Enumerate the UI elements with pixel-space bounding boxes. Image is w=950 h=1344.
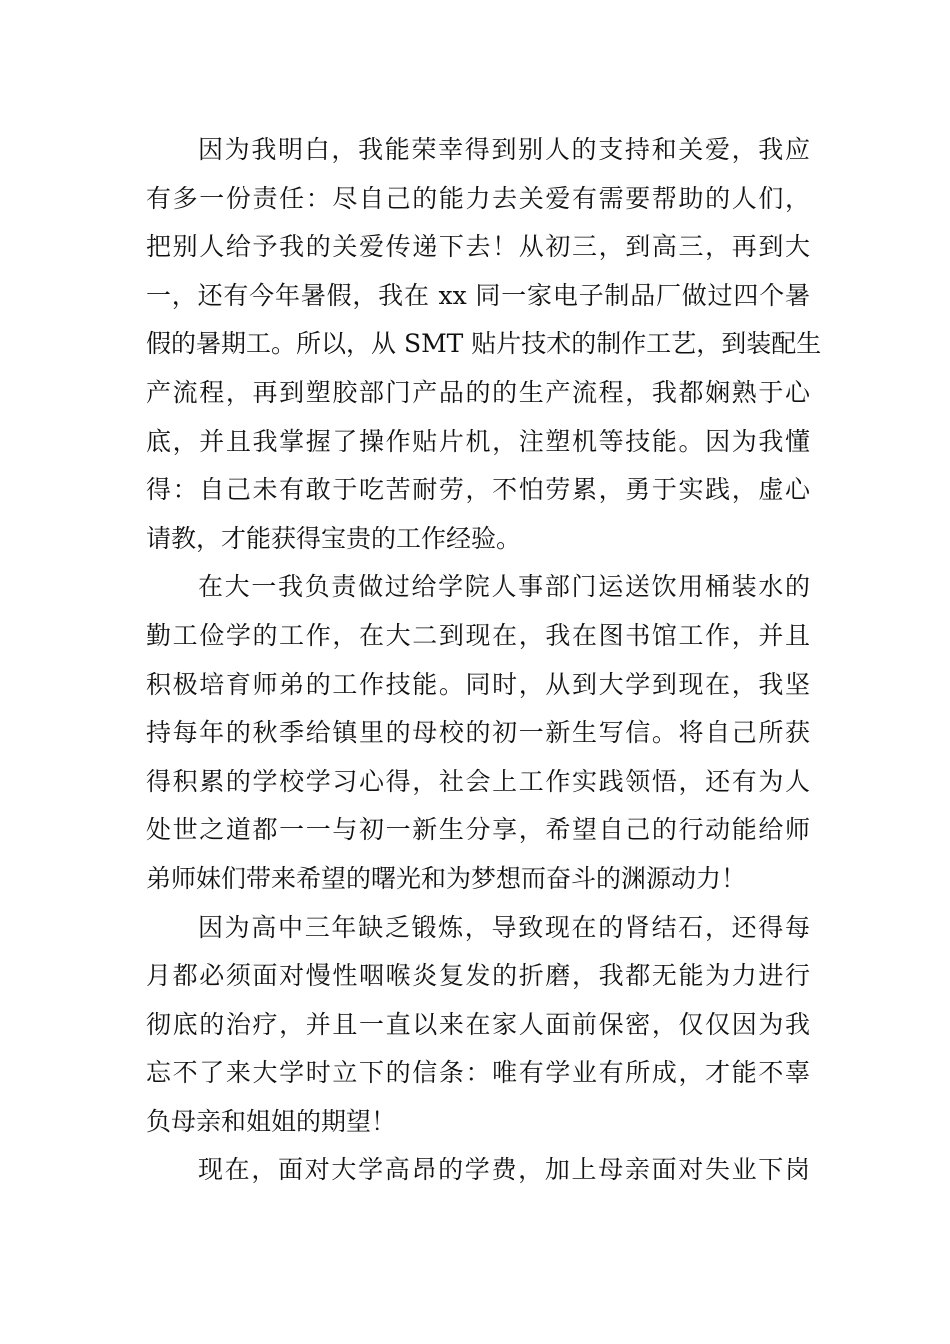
text-line: 弟师妹们带来希望的曙光和为梦想而奋斗的渊源动力！ — [146, 863, 747, 893]
text-line: 月都必须面对慢性咽喉炎复发的折磨，我都无能为力进行 — [146, 961, 810, 991]
text-line: 处世之道都一一与初一新生分享，希望自己的行动能给师 — [146, 815, 810, 845]
text-line: 得：自己未有敢于吃苦耐劳，不怕劳累，勇于实践，虚心 — [146, 475, 810, 505]
text-line: 负母亲和姐姐的期望！ — [146, 1106, 397, 1136]
text-line: 底，并且我掌握了操作贴片机，注塑机等技能。因为我懂 — [146, 426, 810, 456]
text-line: 因为我明白，我能荣幸得到别人的支持和关爱，我应 — [198, 135, 810, 164]
document-body — [146, 126, 822, 1195]
paragraph-4 — [146, 1146, 810, 1195]
text-line: 勤工俭学的工作，在大二到现在，我在图书馆工作，并且 — [146, 620, 810, 650]
text-line: 现在，面对大学高昂的学费，加上母亲面对失业下岗 — [198, 1155, 810, 1185]
text-line: 在大一我负责做过给学院人事部门运送饮用桶装水的 — [198, 572, 810, 602]
text-line: 产流程，再到塑胶部门产品的的生产流程，我都娴熟于心 — [146, 377, 810, 407]
paragraph-2 — [146, 563, 810, 903]
text-line: 忘不了来大学时立下的信条：唯有学业有所成，才能不辜 — [146, 1058, 810, 1088]
text-line: 请教，才能获得宝贵的工作经验。 — [146, 523, 522, 553]
text-line: 持每年的秋季给镇里的母校的初一新生写信。将自己所获 — [146, 718, 810, 748]
text-line: 有多一份责任：尽自己的能力去关爱有需要帮助的人们， — [146, 183, 810, 213]
text-line: 一，还有今年暑假，我在 xx 同一家电子制品厂做过四个暑 — [146, 280, 810, 310]
text-line: 因为高中三年缺乏锻炼，导致现在的肾结石，还得每 — [198, 912, 810, 942]
text-line: 积极培育师弟的工作技能。同时，从到大学到现在，我坚 — [146, 669, 810, 699]
text-line: 彻底的治疗，并且一直以来在家人面前保密，仅仅因为我 — [146, 1009, 810, 1039]
paragraph-3 — [146, 904, 810, 1147]
text-line: 把别人给予我的关爱传递下去！从初三，到高三，再到大 — [146, 232, 810, 262]
paragraph-1 — [146, 126, 822, 563]
text-line: 得积累的学校学习心得，社会上工作实践领悟，还有为人 — [146, 766, 810, 796]
text-line: 假的暑期工。所以，从 SMT 贴片技术的制作工艺，到装配生 — [146, 329, 822, 359]
